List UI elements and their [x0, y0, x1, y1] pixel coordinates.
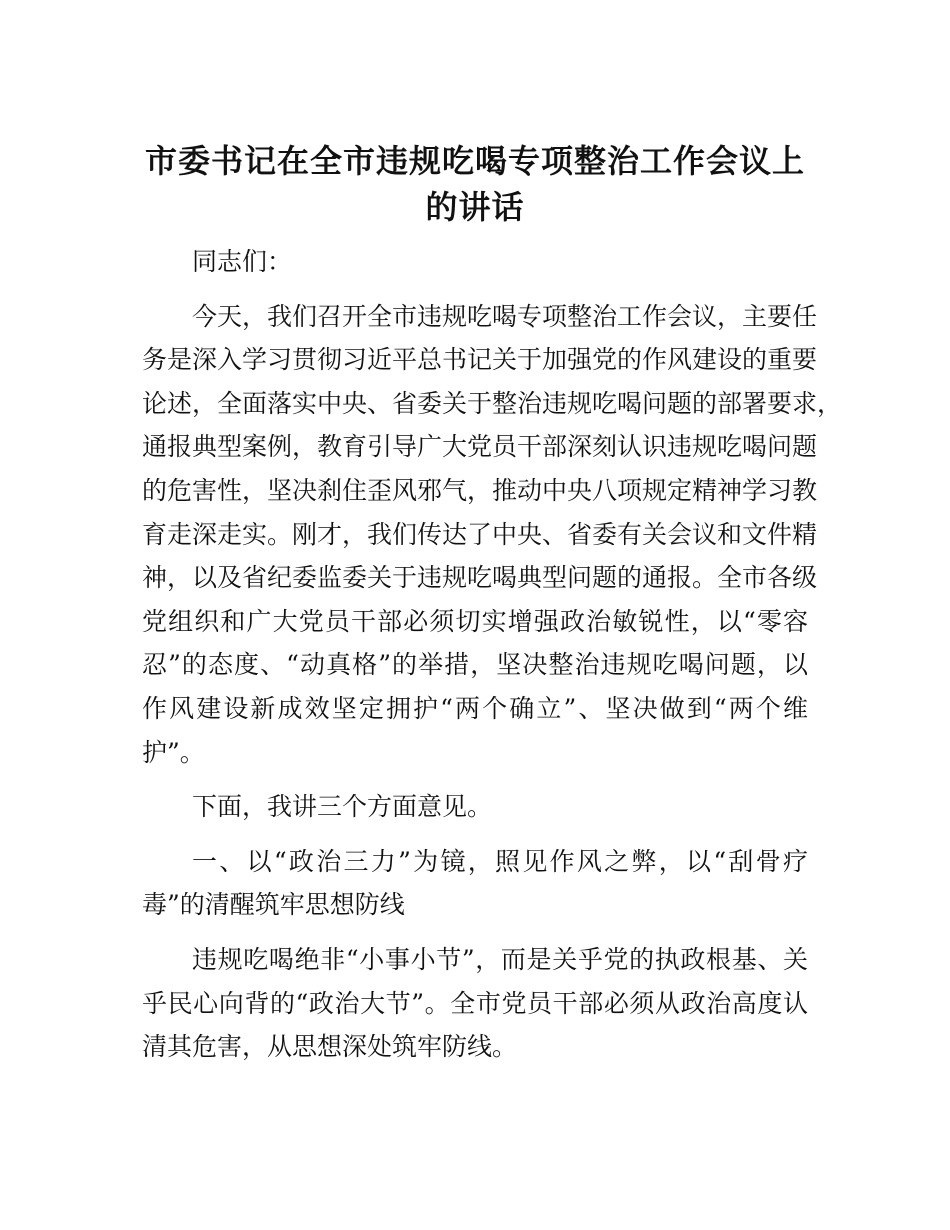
- paragraph: [142, 840, 808, 927]
- title-line: 市委书记在全市违规吃喝专项整治工作会议上: [144, 142, 805, 180]
- text-line: 的危害性，坚决刹住歪风邪气，推动中央八项规定精神学习教: [142, 475, 818, 505]
- text-line: 党组织和广大党员干部必须切实增强政治敏锐性，以“零容: [142, 606, 808, 636]
- text-line: 违规吃喝绝非“小事小节”，而是关乎党的执政根基、关: [192, 944, 808, 974]
- paragraph: [142, 295, 843, 775]
- title-line: 的讲话: [425, 188, 525, 226]
- text-line: 清其危害，从思想深处筑牢防线。: [142, 1032, 518, 1062]
- text-line: 论述，全面落实中央、省委关于整治违规吃喝问题的部署要求，: [142, 388, 843, 418]
- text-line: 今天，我们召开全市违规吃喝专项整治工作会议，主要任: [192, 301, 818, 331]
- text-line: 作风建设新成效坚定拥护“两个确立”、坚决做到“两个维: [142, 693, 808, 723]
- text-line: 一、以“政治三力”为镜，照见作风之弊，以“刮骨疗: [192, 846, 808, 876]
- text-line: 毒”的清醒筑牢思想防线: [142, 890, 405, 920]
- document-title: [100, 138, 850, 230]
- text-line: 神，以及省纪委监委关于违规吃喝典型问题的通报。全市各级: [142, 563, 818, 593]
- paragraph: [142, 938, 808, 1069]
- text-line: 同志们：: [192, 247, 293, 276]
- text-line: 育走深走实。刚才，我们传达了中央、省委有关会议和文件精: [142, 519, 818, 549]
- text-line: 护”。: [142, 737, 205, 767]
- paragraph: [142, 785, 808, 829]
- text-line: 忍”的态度、“动真格”的举措，坚决整治违规吃喝问题，以: [142, 650, 808, 680]
- text-line: 通报典型案例，教育引导广大党员干部深刻认识违规吃喝问题: [142, 432, 818, 462]
- document-body: [142, 240, 843, 1080]
- text-line: 务是深入学习贯彻习近平总书记关于加强党的作风建设的重要: [142, 345, 818, 375]
- paragraph: [142, 240, 808, 284]
- text-line: 乎民心向背的“政治大节”。全市党员干部必须从政治高度认: [142, 988, 808, 1018]
- text-line: 下面，我讲三个方面意见。: [192, 792, 493, 822]
